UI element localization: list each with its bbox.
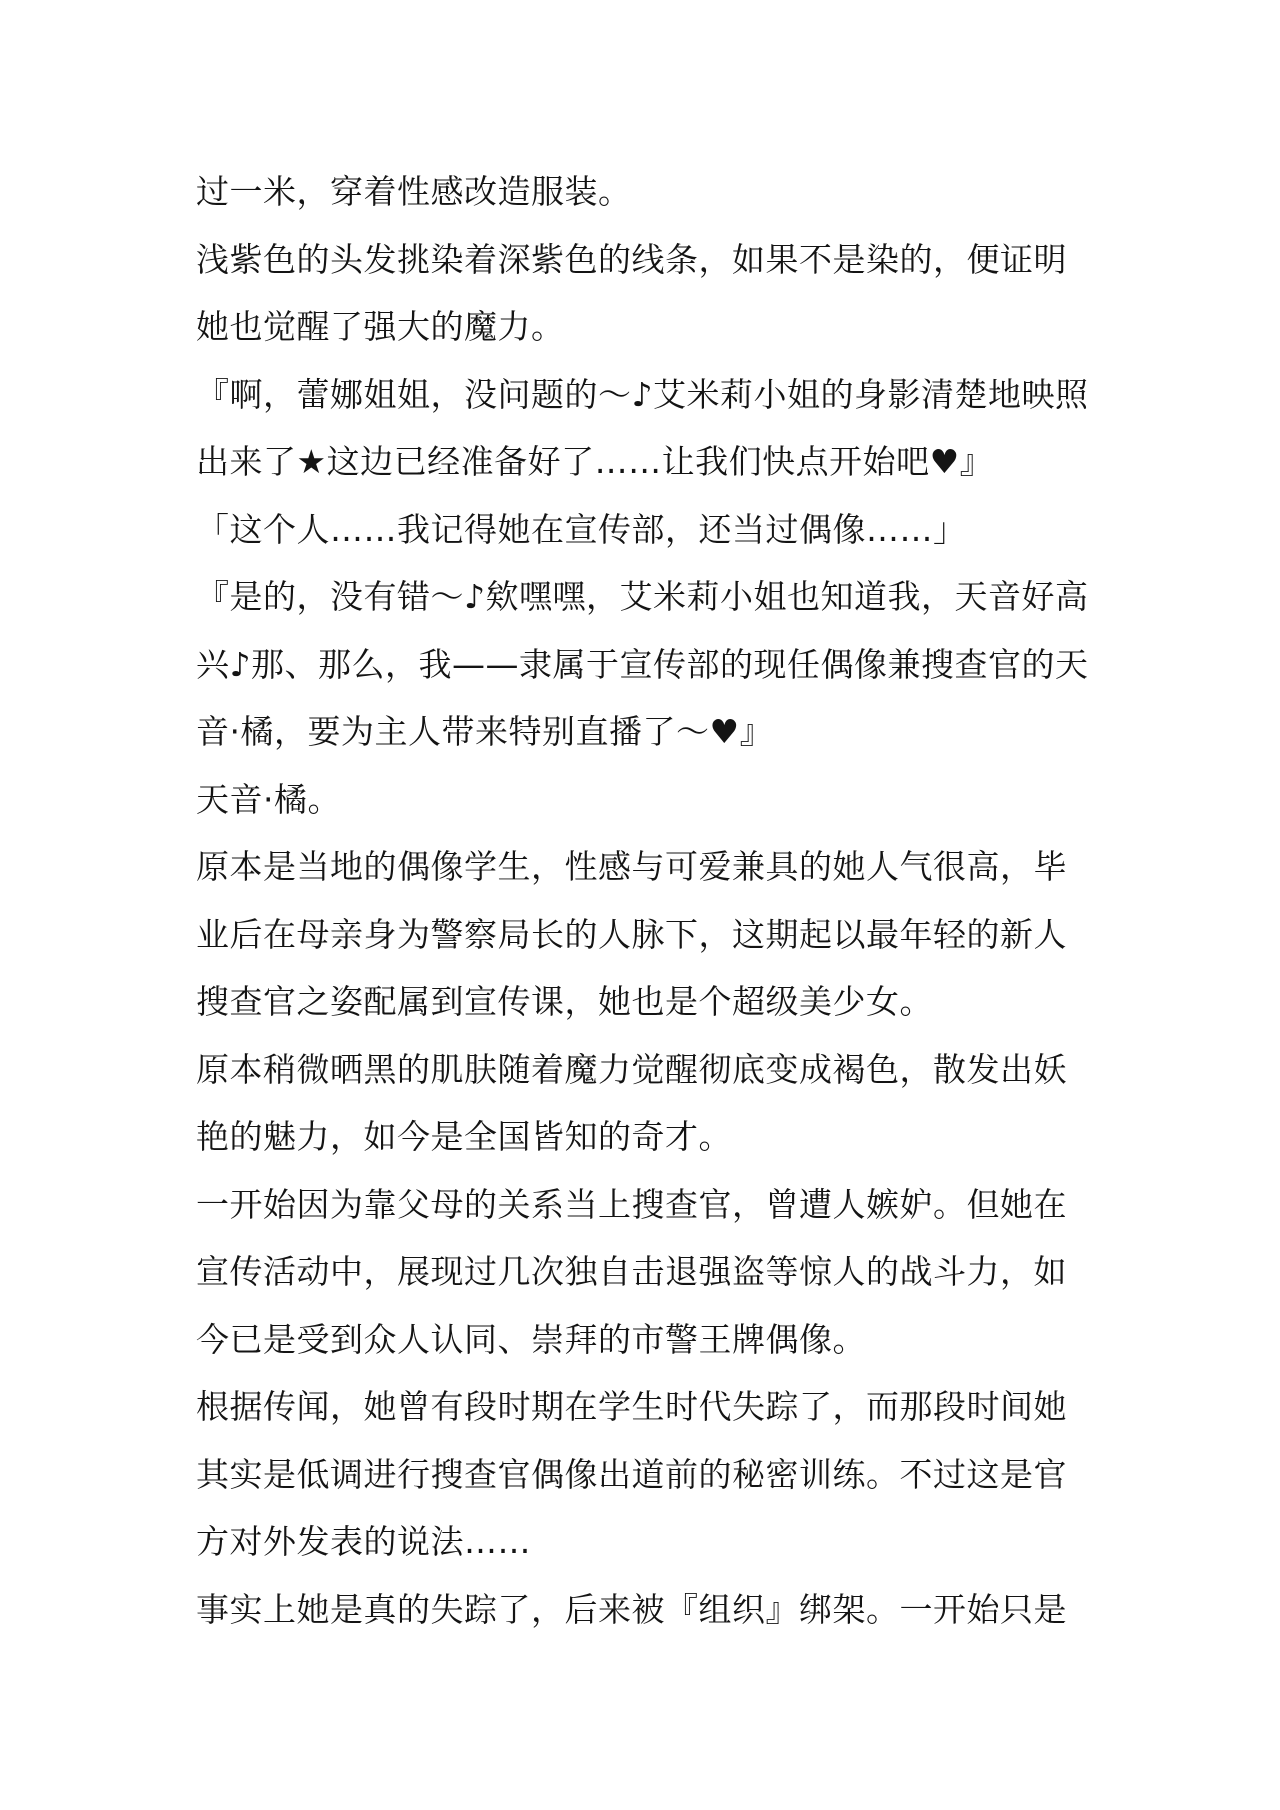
paragraph — [196, 1373, 1096, 1576]
text-line: 根据传闻，她曾有段时期在学生时代失踪了，而那段时间她 — [196, 1387, 1067, 1426]
text-line: 艳的魅力，如今是全国皆知的奇才。 — [196, 1117, 732, 1156]
text-line: 一开始因为靠父母的关系当上搜查官，曾遭人嫉妒。但她在 — [196, 1184, 1067, 1224]
body-text — [196, 158, 1096, 1643]
dialogue-paragraph — [196, 563, 1096, 766]
text-line: 事实上她是真的失踪了，后来被『组织』绑架。一开始只是 — [196, 1589, 1067, 1629]
dialogue-paragraph — [196, 361, 1096, 496]
text-line: 『啊，蕾娜姐姐，没问题的～♪艾米莉小姐的身影清楚地映照 — [196, 374, 1089, 414]
text-line: 『是的，没有错～♪欸嘿嘿，艾米莉小姐也知道我，天音好高 — [196, 577, 1089, 616]
text-line: 「这个人……我记得她在宣传部，还当过偶像……」 — [196, 509, 967, 549]
paragraph — [196, 1576, 1096, 1644]
text-line: 原本稍微晒黑的肌肤随着魔力觉醒彻底变成褐色，散发出妖 — [196, 1049, 1067, 1089]
text-line: 原本是当地的偶像学生，性感与可爱兼具的她人气很高，毕 — [196, 847, 1067, 886]
paragraph — [196, 158, 1096, 226]
text-line: 搜查官之姿配属到宣传课，她也是个超级美少女。 — [196, 982, 933, 1021]
text-line: 过一米，穿着性感改造服装。 — [196, 172, 632, 211]
text-line: 浅紫色的头发挑染着深紫色的线条，如果不是染的，便证明 — [196, 239, 1067, 279]
text-line: 音·橘，要为主人带来特别直播了～♥』 — [196, 712, 774, 751]
dialogue-paragraph — [196, 496, 1096, 564]
text-line: 方对外发表的说法…… — [196, 1522, 531, 1561]
paragraph — [196, 226, 1096, 361]
paragraph — [196, 1171, 1096, 1374]
text-line: 宣传活动中，展现过几次独自击退强盗等惊人的战斗力，如 — [196, 1252, 1067, 1291]
text-line: 其实是低调进行搜查官偶像出道前的秘密训练。不过这是官 — [196, 1454, 1067, 1494]
paragraph — [196, 1036, 1096, 1171]
text-line: 今已是受到众人认同、崇拜的市警王牌偶像。 — [196, 1319, 866, 1359]
paragraph — [196, 833, 1096, 1036]
text-line: 她也觉醒了强大的魔力。 — [196, 307, 565, 346]
text-line: 出来了★这边已经准备好了……让我们快点开始吧♥』 — [196, 442, 994, 481]
text-line: 业后在母亲身为警察局长的人脉下，这期起以最年轻的新人 — [196, 914, 1067, 954]
paragraph — [196, 766, 1096, 834]
text-line: 天音·橘。 — [196, 779, 341, 819]
text-line: 兴♪那、那么，我——隶属于宣传部的现任偶像兼搜查官的天 — [196, 644, 1089, 684]
